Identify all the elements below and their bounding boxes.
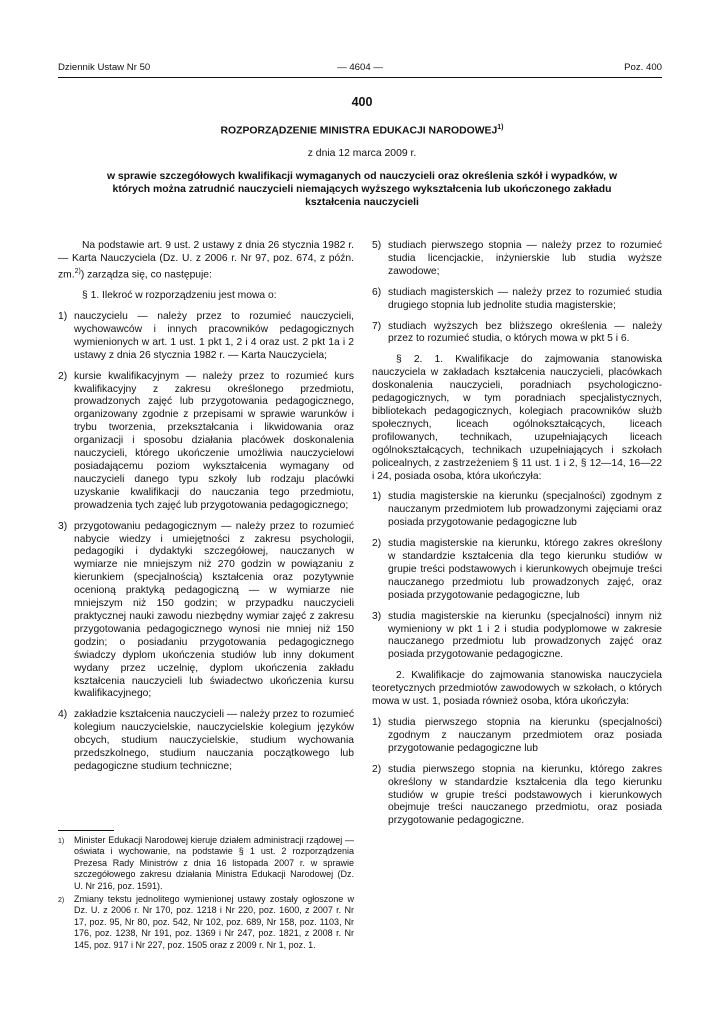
page-number: — 4604 — xyxy=(337,62,383,73)
item-text: studiach wyższych bez bliższego określenia — należy przez to rozumieć studia, o których mowa w pkt 5 i 6. xyxy=(388,320,662,345)
item-text: studia pierwszego stopnia na kierunku, którego zakres określony w standardzie kształcenia dla tego kierunku studiów w grupie treści podstawowych i kierunkowych obejmuje treści nauczanego przedmiotu, oraz posiada przygotowanie pedagogiczne. xyxy=(388,763,662,827)
preamble-text-end: ) zarządza się, co następuje: xyxy=(80,269,212,281)
title-footnote-ref: 1) xyxy=(497,124,504,131)
preamble-text: Na podstawie art. 9 ust. 2 ustawy z dnia 26 stycznia 1982 r. — Karta Nauczyciela (Dz. U. z 2006 r. Nr 97, poz. 674, z późn. zm. xyxy=(58,240,354,281)
list-item xyxy=(372,240,662,279)
list-item xyxy=(372,321,662,347)
position-number: 400 xyxy=(351,95,373,109)
footnote-label: 2) xyxy=(58,897,65,905)
document-subject: w sprawie szczegółowych kwalifikacji wymaganych od nauczycieli oraz określenia szkół i wypadków, w których można zatrudnić nauczycieli niemających wyższego wykształcenia lub ukończonego zakładu kształcenia nauczycieli xyxy=(106,171,618,208)
item-text: studiach magisterskich — należy przez to rozumieć studia drugiego stopnia lub jednolite studia magisterskie; xyxy=(388,286,662,311)
list-item xyxy=(58,371,354,513)
list-item xyxy=(372,611,662,663)
preamble-footnote-ref: 2) xyxy=(74,267,81,275)
list-item xyxy=(58,311,354,363)
preamble xyxy=(58,240,354,282)
right-column xyxy=(372,240,662,836)
left-column xyxy=(58,240,354,782)
item-label: 2) xyxy=(372,763,382,775)
item-text: studia pierwszego stopnia na kierunku (specjalności) zgodnym z nauczanym przedmiotem oraz posiada przygotowanie pedagogiczne lub xyxy=(388,717,662,754)
item-label: 2) xyxy=(372,538,382,550)
item-text: przygotowaniu pedagogicznym — należy przez to rozumieć nabycie wiedzy i umiejętności z zakresu psychologii, pedagogiki i dydaktyki szczegółowej, nauczanych w wymiarze nie mniejszym niż 270 godzin w powiązaniu z kierunkiem (specjalnością) kształcenia oraz pozytywnie ocenioną praktyką pedagogiczną — w wymiarze nie mniejszym niż 150 godzin; w przypadku nauczycieli praktycznej nauki zawodu niezbędny wymiar zajęć z zakresu przygotowania pedagogicznego wynosi nie mniej niż 150 godzin; o posiadaniu przygotowania pedagogicznego świadczy dyplom ukończenia studiów lub inny dokument wydany przez uczelnię, dyplom ukończenia zakładu kształcenia nauczycieli lub świadectwo ukończenia kursu kwalifikacyjnego; xyxy=(74,520,354,700)
header-rule xyxy=(58,77,662,78)
section-1-intro: § 1. Ilekroć w rozporządzeniu jest mowa o: xyxy=(82,290,277,302)
title-text: ROZPORZĄDZENIE MINISTRA EDUKACJI NARODOWEJ xyxy=(220,125,498,137)
item-text: studiach pierwszego stopnia — należy przez to rozumieć studia licencjackie, inżynierskie lub studia wyższe zawodowe; xyxy=(388,240,662,277)
journal-name: Dziennik Ustaw Nr 50 xyxy=(58,62,151,73)
section-2-paragraph-2: 2. Kwalifikacje do zajmowania stanowiska nauczyciela teoretycznych przedmiotów zawodowych w szkołach, o których mowa w ust. 1, posiada również osoba, która ukończyła: xyxy=(372,670,662,708)
item-text: studia magisterskie na kierunku (specjalności) innym niż wymieniony w pkt 1 i 2 i studia podyplomowe w zakresie nauczanego przedmiotu lub prowadzonych zajęć oraz posiada przygotowanie pedagogiczne. xyxy=(388,610,662,661)
item-text: studia magisterskie na kierunku (specjalności) zgodnym z nauczanym przedmiotem lub prowadzonymi zajęciami oraz posiada przygotowanie pedagogiczne lub xyxy=(388,491,662,529)
item-label: 1) xyxy=(372,491,382,503)
footnote-text: Minister Edukacji Narodowej kieruje działem administracji rządowej — oświata i wychowanie, na podstawie § 1 ust. 2 rozporządzenia Prezesa Rady Ministrów z dnia 16 listopada 2007 r. w sprawie szczegółowego zakresu działania Ministra Edukacji Narodowej (Dz. U. Nr 216, poz. 1591). xyxy=(74,835,354,891)
list-item xyxy=(372,491,662,530)
list-item xyxy=(372,717,662,756)
item-label: 6) xyxy=(372,286,382,298)
list-item xyxy=(372,287,662,313)
item-label: 3) xyxy=(58,520,68,532)
list-item xyxy=(58,521,354,702)
item-text: zakładzie kształcenia nauczycieli — należy przez to rozumieć kolegium nauczycielskie, nauczycielskie kolegium języków obcych, studium nauczycielskie, studium wychowania przedszkolnego, studium nauczania początkowego lub pedagogiczne studium techniczne; xyxy=(74,709,354,772)
item-text: kursie kwalifikacyjnym — należy przez to rozumieć kurs kwalifikacyjny z zakresu określonego przedmiotu, prowadzonych zajęć lub przygotowania pedagogicznego, organizowany zgodnie z przepisami w sprawie warunków i trybu tworzenia, przekształcania i likwidowania oraz organizacji i sposobu działania placówek doskonalenia nauczycieli, którego ukończenie umożliwia nauczycielowi posiadającemu poziom wykształcenia wymagany od nauczycieli danego typu szkoły lub rodzaju placówki uzyskanie kwalifikacji do nauczania tego przedmiotu, prowadzenia tych zajęć lub przygotowania pedagogicznego; xyxy=(74,370,354,511)
item-label: 2) xyxy=(58,370,68,382)
footnote xyxy=(58,894,354,951)
position-ref: Poz. 400 xyxy=(624,62,662,73)
document-title xyxy=(0,124,724,136)
list-item xyxy=(58,709,354,774)
list-item xyxy=(372,538,662,603)
footnote-label: 1) xyxy=(58,838,65,845)
item-label: 3) xyxy=(372,610,382,622)
item-label: 4) xyxy=(58,709,68,721)
footnote-rule xyxy=(58,830,114,831)
footnote-text: Zmiany tekstu jednolitego wymienionej ustawy zostały ogłoszone w Dz. U. z 2006 r. Nr 170, poz. 1218 i Nr 220, poz. 1600, z 2007 r. Nr 17, poz. 95, Nr 80, poz. 542, Nr 102, poz. 689, Nr 158, poz. 1103, Nr 176, poz. 1238, Nr 191, poz. 1369 i Nr 247, poz. 1821, z 2008 r. Nr 145, poz. 917 i Nr 227, poz. 1505 oraz z 2009 r. Nr 1, poz. 1. xyxy=(74,894,354,950)
item-label: 1) xyxy=(372,717,382,728)
item-text: studia magisterskie na kierunku, którego zakres określony w standardzie kształcenia dla tego kierunku studiów w grupie treści podstawowych i kierunkowych obejmuje treści nauczanego przedmiotu lub prowadzonych zajęć, oraz posiada przygotowanie pedagogiczne, lub xyxy=(388,538,662,601)
item-label: 1) xyxy=(58,311,68,323)
item-label: 7) xyxy=(372,320,382,332)
section-2-paragraph-1: § 2. 1. Kwalifikacje do zajmowania stanowiska nauczyciela w zakładach kształcenia nauczycieli, placówkach doskonalenia nauczycieli, poradniach psychologiczno-pedagogicznych, w tym poradniach specjalistycznych, bibliotekach pedagogicznych, kolegiach pracowników służb społecznych, liceach ogólnokształcących, liceach profilowanych, technikach, uzupełniających liceach ogólnokształcących, technikach uzupełniających i szkołach policealnych, z zastrzeżeniem § 11 ust. 1 i 2, § 12—14, 16—22 i 24, posiada osoba, która ukończyła: xyxy=(372,354,662,482)
item-text: nauczycielu — należy przez to rozumieć nauczycieli, wychowawców i innych pracowników pedagogicznych wymienionych w art. 1 ust. 1 pkt 1, 2 i 4 oraz ust. 2 pkt 1a i 2 ustawy z dnia 26 stycznia 1982 r. — Karta Nauczyciela; xyxy=(74,311,354,361)
footnotes xyxy=(58,835,354,953)
document-date: z dnia 12 marca 2009 r. xyxy=(307,148,417,159)
item-label: 5) xyxy=(372,240,382,251)
footnote xyxy=(58,835,354,892)
list-item xyxy=(372,764,662,829)
